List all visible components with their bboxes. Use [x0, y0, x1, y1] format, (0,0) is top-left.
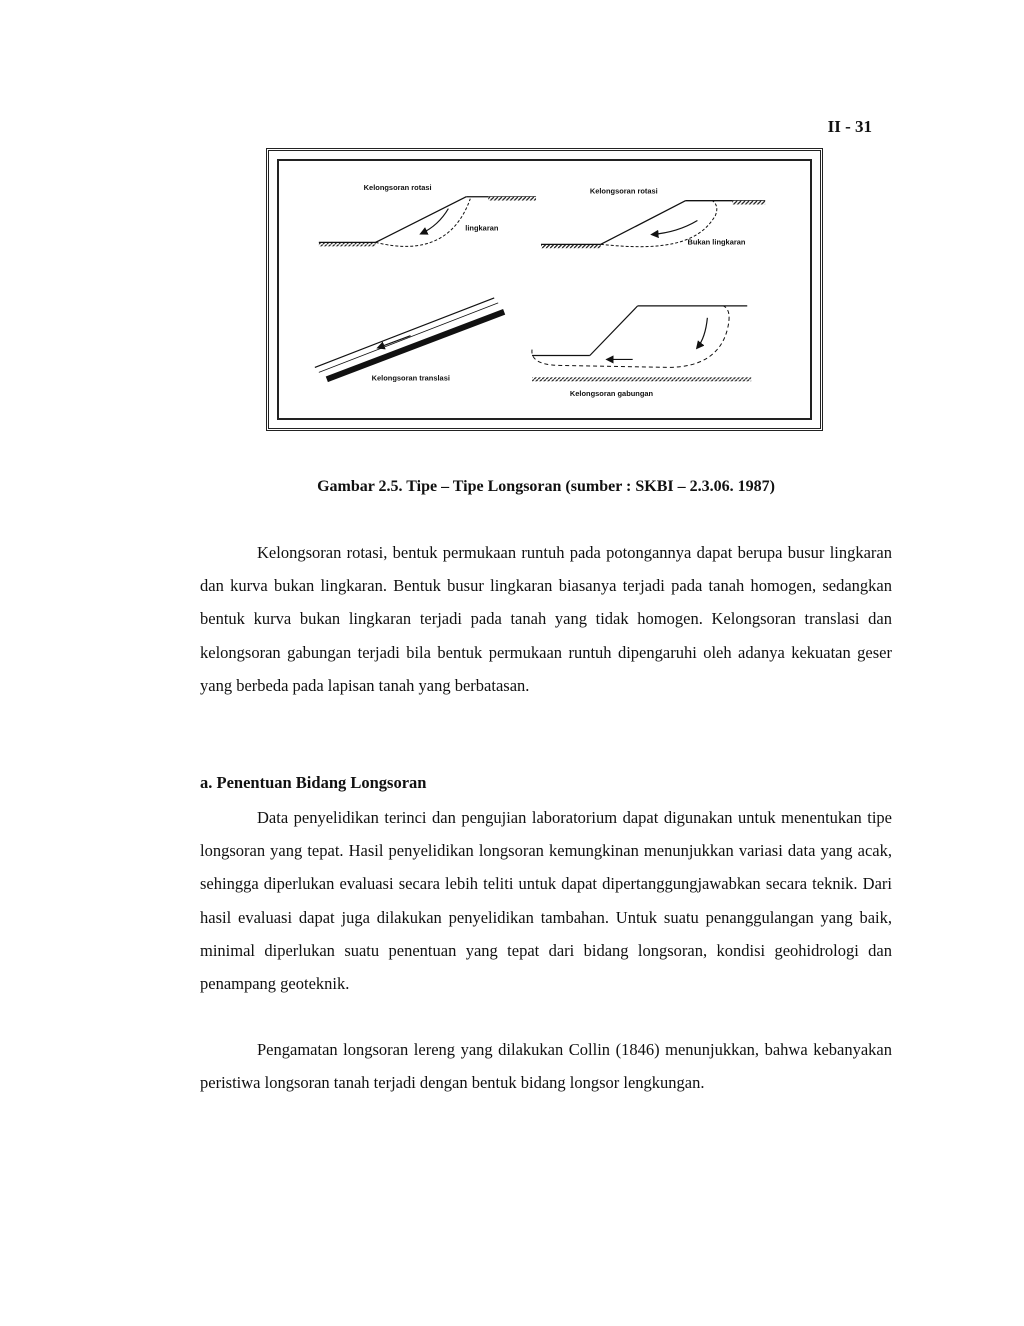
panel-rotasi-lingkaran — [319, 183, 536, 247]
figure-caption: Gambar 2.5. Tipe – Tipe Longsoran (sumber : SKBI – 2.3.06. 1987) — [317, 478, 775, 495]
paragraph-penentuan: Data penyelidikan terinci dan pengujian laboratorium dapat digunakan untuk menentukan tipe longsoran yang tepat. Hasil penyelidikan longsoran kemungkinan menunjukkan variasi data yang acak, sehingga diperlukan evaluasi secara lebih teliti untuk dapat dipertanggungjawabkan secara teknik. Dari hasil evaluasi dapat juga dilakukan penyelidikan tambahan. Untuk suatu penanggulangan yang baik, minimal diperlukan suatu penentuan yang tepat dari bidang longsoran, kondisi geohidrologi dan penampang geoteknik. — [200, 808, 892, 994]
paragraph-collin: Pengamatan longsoran lereng yang dilakukan Collin (1846) menunjukkan, bahwa kebanyakan peristiwa longsoran tanah terjadi dengan bentuk bidang longsor lengkungan. — [200, 1040, 892, 1093]
label-bukan-lingkaran: Bukan lingkaran — [687, 237, 746, 247]
landslide-types-figure — [277, 159, 812, 420]
label-translasi: Kelongsoran translasi — [371, 373, 450, 383]
panel-rotasi-bukan-lingkaran — [541, 187, 765, 249]
page-number: II - 31 — [827, 117, 872, 136]
panel-gabungan — [532, 306, 751, 398]
label-rotasi-1: Kelongsoran rotasi — [363, 182, 432, 192]
figure-frame — [266, 148, 823, 431]
label-lingkaran: lingkaran — [465, 223, 499, 233]
section-heading: a. Penentuan Bidang Longsoran — [200, 773, 427, 792]
ground-hatch-bottom — [532, 377, 751, 381]
panel-translasi — [315, 298, 504, 382]
label-rotasi-2: Kelongsoran rotasi — [589, 186, 658, 196]
landslide-diagram — [279, 161, 810, 418]
ground-hatch-top — [488, 197, 536, 201]
paragraph-rotasi: Kelongsoran rotasi, bentuk permukaan runtuh pada potongannya dapat berupa busur lingkaran dan kurva bukan lingkaran. Bentuk busur lingkaran biasanya terjadi pada tanah homogen, sedangkan bentuk kurva bukan lingkaran terjadi pada tanah yang tidak homogen. Kelongsoran translasi dan kelongsoran gabungan terjadi bila bentuk permukaan runtuh dipengaruhi oleh adanya kekuatan geser yang berbeda pada lapisan tanah yang berbatasan. — [200, 543, 892, 695]
label-gabungan: Kelongsoran gabungan — [569, 389, 654, 399]
